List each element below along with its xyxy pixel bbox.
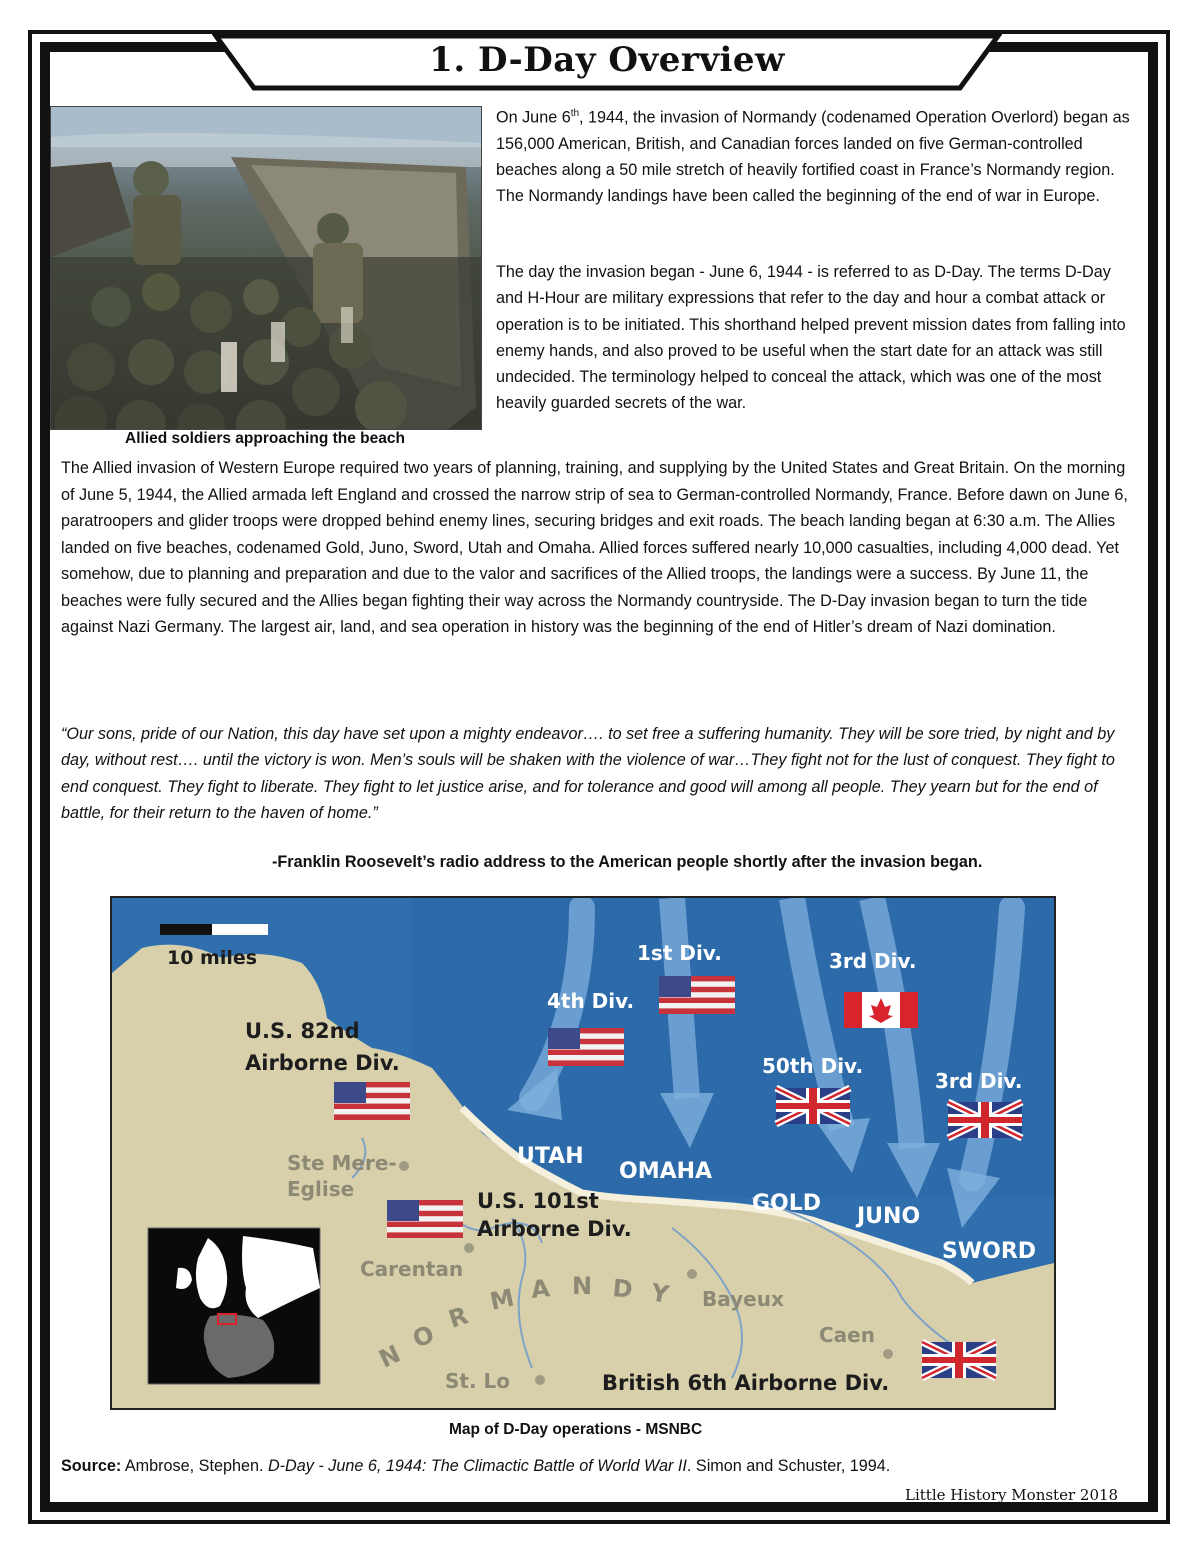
normandy-letter: N <box>572 1272 593 1300</box>
label-3rd-div-canada: 3rd Div. <box>829 949 917 973</box>
uk-flag-3rd-div <box>948 1102 1022 1138</box>
photo-caption: Allied soldiers approaching the beach <box>125 430 405 447</box>
label-us-101st-line2: Airborne Div. <box>477 1217 632 1241</box>
label-3rd-div-uk: 3rd Div. <box>935 1069 1023 1093</box>
source-author: Ambrose, Stephen. <box>121 1457 268 1475</box>
quote-attribution: -Franklin Roosevelt’s radio address to the American people shortly after the invasion began. <box>272 853 983 871</box>
author-credit: Little History Monster 2018 <box>905 1486 1119 1504</box>
label-1st-div: 1st Div. <box>637 941 722 965</box>
label-us-101st-line1: U.S. 101st <box>477 1189 599 1213</box>
intro-paragraph <box>496 101 1136 210</box>
beach-juno: JUNO <box>857 1204 921 1229</box>
uk-flag-50th-div <box>776 1088 850 1124</box>
beach-gold: GOLD <box>752 1191 822 1216</box>
normandy-letter: A <box>529 1274 552 1304</box>
intro-text-rest: , 1944, the invasion of Normandy (codenamed Operation Overlord) began as 156,000 American, British, and Canadian forces landed on five German-controlled beaches along a 50 mile stretch of heavily fortified coast in France’s Normandy region. The Normandy landings have been called the beginning of the end of war in Europe. <box>496 108 1130 206</box>
label-british-6th: British 6th Airborne Div. <box>602 1371 890 1395</box>
normandy-letter: O <box>408 1319 439 1354</box>
intro-superscript: th <box>570 108 580 119</box>
town-carentan: Carentan <box>360 1257 464 1281</box>
town-ste-mere-line1: Ste Mere- <box>287 1151 397 1175</box>
beach-omaha: OMAHA <box>619 1159 713 1184</box>
us-flag-82nd <box>334 1082 410 1120</box>
label-us-82nd-line2: Airborne Div. <box>245 1051 400 1075</box>
map-caption: Map of D-Day operations - MSNBC <box>449 1421 703 1438</box>
us-flag-4th-div <box>548 1028 624 1066</box>
normandy-letter: N <box>374 1339 405 1374</box>
canada-flag-3rd-div <box>844 992 918 1028</box>
landing-craft-photo <box>50 106 482 430</box>
intro-text-start: On June 6 <box>496 108 571 127</box>
page-title: 1. D-Day Overview <box>429 40 785 80</box>
roosevelt-quote: “Our sons, pride of our Nation, this day have set upon a mighty endeavor…. to set free a suffering humanity. They will be sore tried, by night and by day, without rest…. until the victory is won. Men’s souls will be shaken with the violence of war…They fight not for the lust of conquest. They fight to end conquest. They fight to liberate. They fight to let justice arise, and for tolerance and good will among all people. They yearn but for the end of battle, for their return to the haven of home.” <box>61 725 1115 822</box>
body-paragraph: The Allied invasion of Western Europe required two years of planning, training, and supplying by the United States and Great Britain. On the morning of June 5, 1944, the Allied armada left England and crossed the narrow strip of sea to German-controlled Normandy, France. Before dawn on June 6, paratroopers and glider troops were dropped behind enemy lines, securing bridges and exit roads. The beach landing began at 6:30 a.m. The Allies landed on five beaches, codenamed Gold, Juno, Sword, Utah and Omaha. Allied forces suffered nearly 10,000 casualties, including 4,000 dead. Yet somehow, due to planning and preparation and due to the valor and sacrifices of the Allied troops, the landings were a success. By June 11, the beaches were fully secured and the Allies began fighting their way across the Normandy countryside. The D-Day invasion began to turn the tide against Nazi Germany. The largest air, land, and sea operation in history was the beginning of the end of Hitler’s dream of Nazi domination. <box>61 459 1128 636</box>
town-st-lo: St. Lo <box>445 1369 511 1393</box>
source-label: Source: <box>61 1457 122 1475</box>
town-bayeux: Bayeux <box>702 1287 784 1311</box>
normandy-letter: M <box>487 1283 517 1316</box>
map-scale-label: 10 miles <box>167 947 258 969</box>
label-4th-div: 4th Div. <box>547 989 635 1013</box>
town-caen: Caen <box>819 1323 875 1347</box>
beach-sword: SWORD <box>942 1239 1037 1264</box>
us-flag-1st-div <box>659 976 735 1014</box>
source-book-title: D-Day - June 6, 1944: The Climactic Battle of World War II <box>267 1457 687 1475</box>
dday-paragraph: The day the invasion began - June 6, 1944 - is referred to as D-Day. The terms D-Day and H-Hour are military expressions that refer to the day and hour a combat attack or operation is to be initiated. This shorthand helped prevent mission dates from falling into enemy hands, and also proved to be useful when the start date for an attack was still undecided. The terminology helped to conceal the attack, which was one of the most heavily guarded secrets of the war. <box>496 263 1126 413</box>
label-50th-div: 50th Div. <box>762 1054 864 1078</box>
europe-inset-map <box>148 1228 320 1384</box>
normandy-letter: Y <box>648 1278 671 1309</box>
label-us-82nd-line1: U.S. 82nd <box>245 1019 360 1043</box>
us-flag-101st <box>387 1200 463 1238</box>
source-citation <box>61 1457 890 1476</box>
beach-utah: UTAH <box>517 1144 584 1169</box>
town-ste-mere-line2: Eglise <box>287 1177 355 1201</box>
normandy-letter: D <box>611 1274 634 1304</box>
normandy-letter: R <box>445 1301 472 1334</box>
source-publisher: . Simon and Schuster, 1994. <box>686 1457 891 1475</box>
uk-flag-british-6th <box>922 1342 996 1378</box>
dday-map <box>110 896 1056 1410</box>
